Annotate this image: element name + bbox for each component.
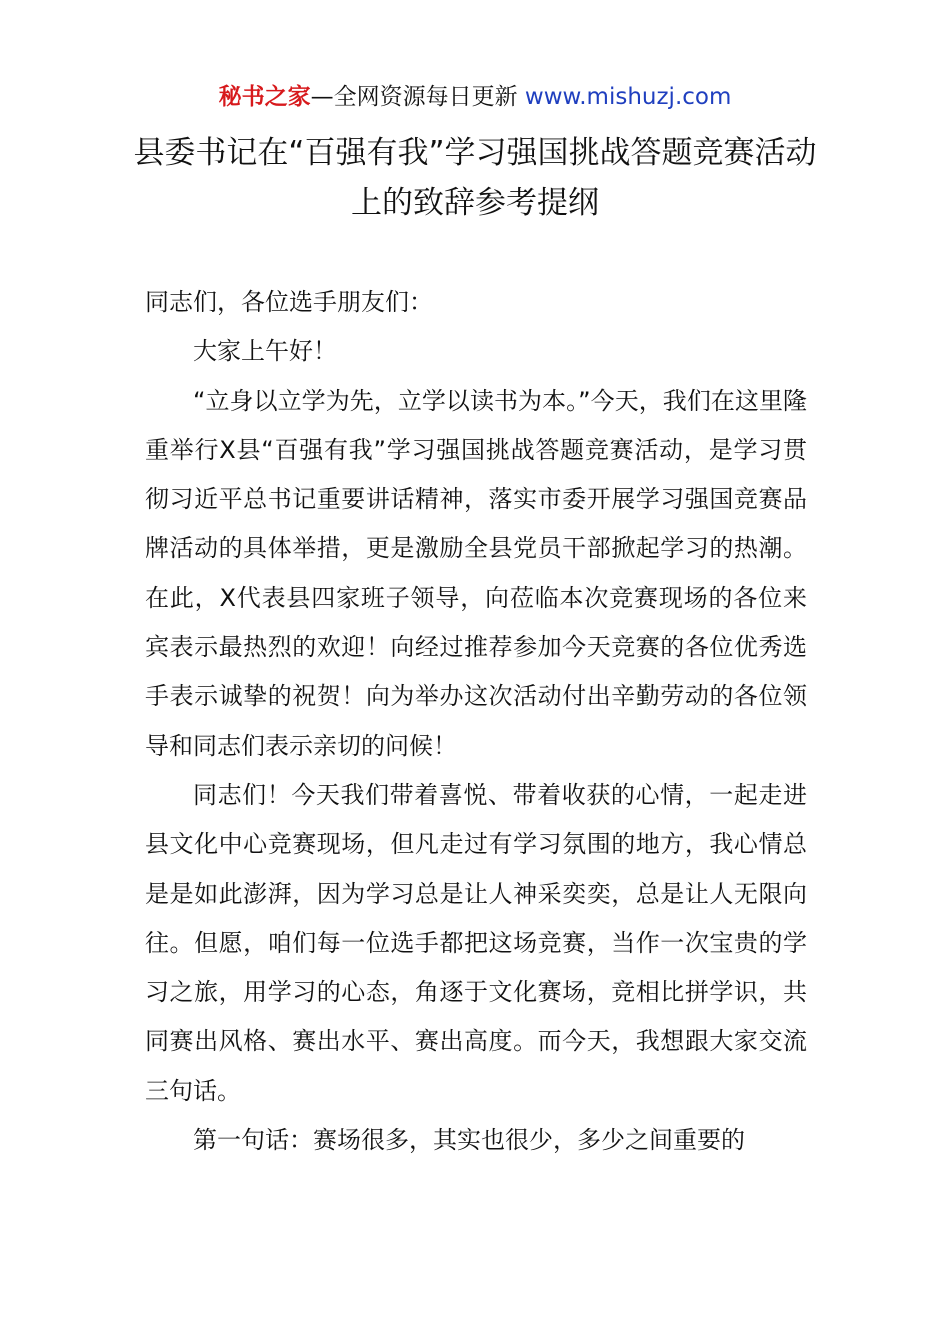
first-point-paragraph: 第一句话：赛场很多，其实也很少，多少之间重要的 — [193, 1126, 745, 1155]
body-paragraph: 同志们！今天我们带着喜悦、带着收获的心情，一起走进县文化中心竞赛现场，但凡走过有学习氛围的地方，我心情总是是如此澎湃，因为学习总是让人神采奕奕，总是让人无限向往。但愿，咱们每一位选手都把这场竞赛，当作一次宝贵的学习之旅，用学习的心态，角逐于文化赛场，竞相比拼学识，共同赛出风格、赛出水平、赛出高度。而今天，我想跟大家交流三句话。 — [145, 780, 807, 1105]
site-header — [0, 80, 950, 114]
site-tagline: —全网资源每日更新 — [310, 84, 518, 110]
salutation-paragraph: 同志们，各位选手朋友们： — [145, 288, 433, 316]
site-url-link[interactable]: www.mishuzj.com — [524, 84, 732, 110]
greeting-paragraph: 大家上午好！ — [193, 337, 337, 366]
site-brand: 秘书之家 — [218, 84, 311, 110]
opening-paragraph: “立身以立学为先，立学以读书为本。”今天，我们在这里隆重举行X县“百强有我”学习强国挑战答题竞赛活动，是学习贯彻习近平总书记重要讲话精神，落实市委开展学习强国竞赛品牌活动的具体举措，更是激励全县党员干部掀起学习的热潮。在此，X代表县四家班子领导，向莅临本次竞赛现场的各位来宾表示最热烈的欢迎！向经过推荐参加今天竞赛的各位优秀选手表示诚挚的祝贺！向为举办这次活动付出辛勤劳动的各位领导和同志们表示亲切的问候！ — [145, 386, 807, 760]
document-body — [145, 278, 807, 1165]
document-title: 县委书记在“百强有我”学习强国挑战答题竞赛活动上的致辞参考提纲 — [133, 135, 817, 221]
